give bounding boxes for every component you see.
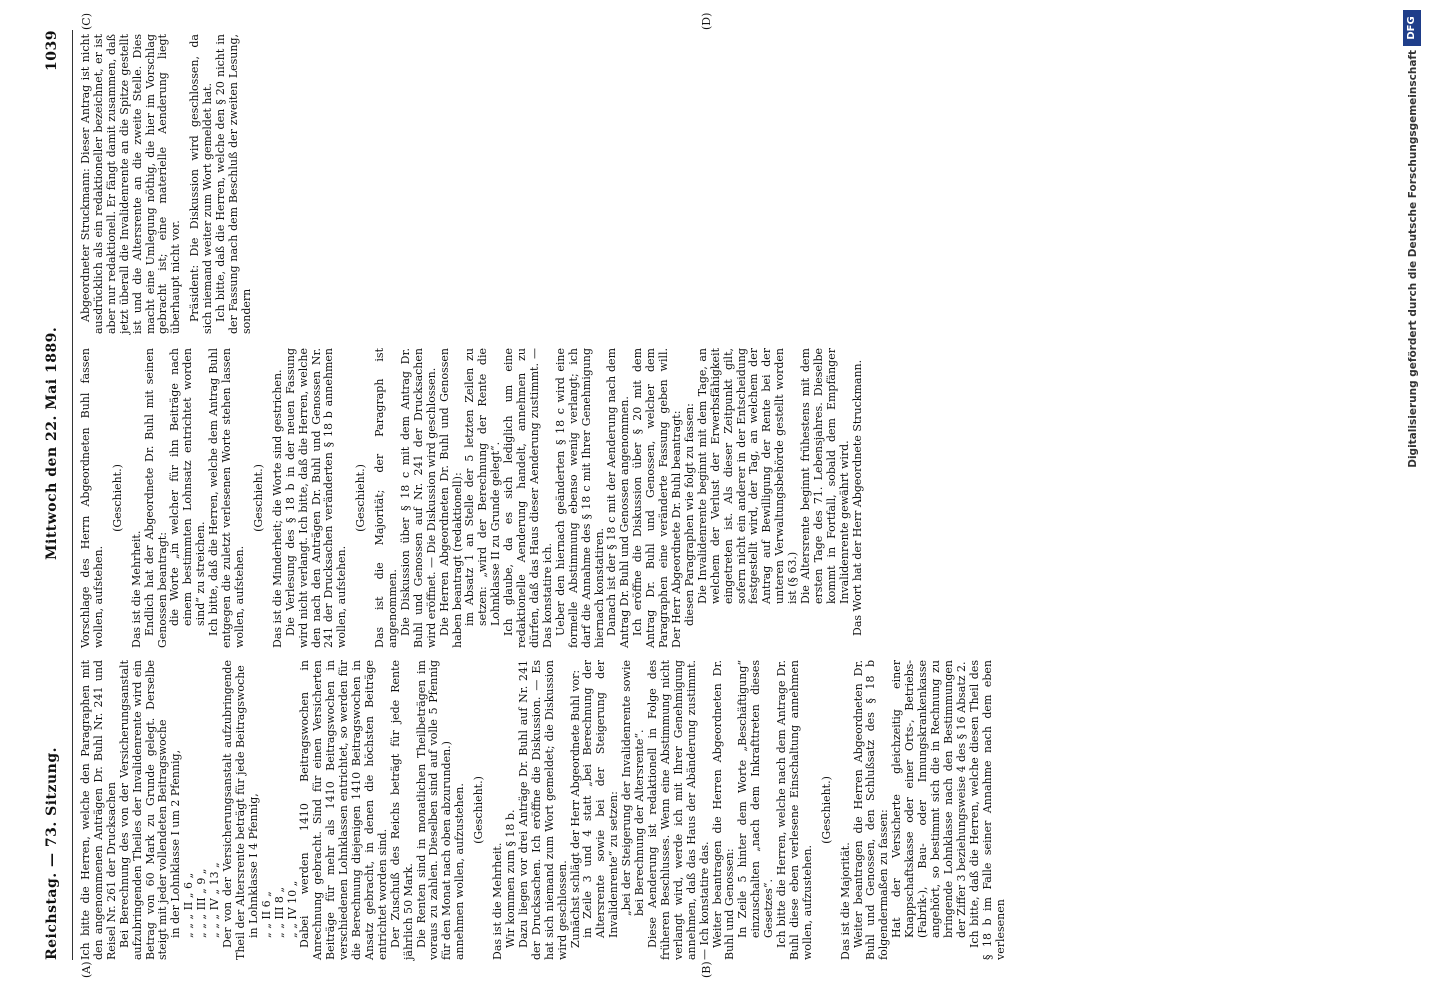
paragraph: Das Wort hat der Herr Abgeordnete Struckmann. bbox=[850, 359, 864, 636]
motion-text: die Worte „in welcher für ihn Beiträge nach einem bestimmten Lohnsatz entrichtet worden sind“ zu streichen. bbox=[168, 348, 208, 626]
rate-line: „ „ III 8 „ bbox=[272, 886, 286, 938]
paragraph: Weiter beantragen die Herren Abgeordneten Dr. Buhl und Genossen: bbox=[710, 660, 737, 960]
stage-direction: (Geschieht.) bbox=[110, 464, 124, 532]
page-number: 1039 bbox=[44, 30, 60, 71]
dfg-logo: DFG bbox=[1403, 10, 1421, 46]
header-left: Reichstag. — 73. Sitzung. bbox=[44, 747, 60, 960]
paragraph: Ich bitte die Herren, welche nach dem Antrage Dr. Buhl diese eben verlesene Einschaltung annehmen wollen, aufzustehen. bbox=[775, 660, 814, 960]
digitization-credit-bar bbox=[1395, 0, 1432, 1000]
margin-mark-a: (A) bbox=[80, 961, 93, 978]
paragraph: Der Zuschuß des Reichs beträgt für jede Rente jährlich 50 Mark. bbox=[388, 660, 415, 960]
motion-text: diesen Paragraphen wie folgt zu fassen: bbox=[682, 403, 696, 626]
motion-text: in Zeile 3 und 4 statt „bei Berechnung der Altersrente sowie bei der Steigerung der Invalidenrente“ zu setzen: bbox=[581, 660, 621, 938]
stage-direction: (Geschieht.) bbox=[354, 464, 368, 532]
column-3 bbox=[80, 34, 254, 334]
column-2 bbox=[80, 348, 865, 648]
rate-line: „ „ „ IV „ 13 „ bbox=[208, 862, 222, 938]
paragraph: Dazu liegen vor drei Anträge Dr. Buhl auf Nr. 241 der Drucksachen. Ich eröffne die Diskussion. — Es hat sich niemand zum Wort gemeldet; die Diskussion wird geschlossen. bbox=[516, 660, 569, 960]
quoted-text: Die Invalidenrente beginnt mit dem Tage, an welchem der Verlust der Erwerbsfähigkeit eingetreten ist. Als dieser Zeitpunkt gilt, sofern nicht ein anderer in der Entscheidung festgestellt wird, der Tag, an welchem der Antrag auf Bewilligung der Rente bei der unteren Verwaltungsbehörde gestellt worden ist (§ 63.) bbox=[695, 348, 800, 604]
rate-line: „ „ II 6 „ bbox=[259, 891, 273, 938]
paragraph: Das ist die Majorität; der Paragraph ist angenommen. bbox=[373, 348, 400, 648]
paragraph: Die Verlesung des § 18 b in der neuen Fassung wird nicht verlangt. Ich bitte, daß die Herren, welche den nach den Anträgen Dr. Buhl und Genossen Nr. 241 der Drucksachen veränderten § 18 b annehmen wollen, aufstehen. bbox=[283, 348, 349, 648]
paragraph: Vorschlage des Herrn Abgeordneten Buhl fassen wollen, aufstehen. bbox=[79, 348, 105, 648]
paragraph: Die Herren Abgeordneten Dr. Buhl und Genossen haben beantragt (redaktionell): bbox=[437, 348, 464, 648]
paragraph: Der von der Versicherungsanstalt aufzubringende Theil der Altersrente beträgt für jede Beitragswoche bbox=[220, 660, 247, 960]
quoted-text: Die Altersrente beginnt frühestens mit dem ersten Tage des 71. Lebensjahres. Dieselbe kommt in Fortfall, sobald dem Empfänger Invalidenrente gewährt wird. bbox=[799, 348, 851, 604]
stage-direction: (Geschieht.) bbox=[819, 776, 833, 844]
stage-direction: (Geschieht.) bbox=[251, 464, 265, 532]
rate-line: in Lohnklasse I 4 Pfennig, bbox=[246, 793, 260, 938]
running-header bbox=[44, 30, 68, 960]
paragraph: Das ist die Minderheit; die Worte sind gestrichen. bbox=[270, 369, 284, 648]
paragraph: Die Diskussion über § 18 c mit dem Antrag Dr. Buhl und Genossen auf Nr. 241 der Drucksachen wird eröffnet. — Die Diskussion wird geschlossen. bbox=[398, 348, 438, 648]
paragraph: Wir kommen zum § 18 b. bbox=[504, 809, 517, 948]
paragraph: annehmen wollen, aufzustehen. bbox=[453, 783, 467, 960]
speech-paragraph: Präsident: Die Diskussion wird geschlossen, da sich niemand weiter zum Wort gemeldet hat. bbox=[188, 34, 215, 334]
margin-mark-d: (D) bbox=[700, 12, 713, 30]
motion-text: In Zeile 5 hinter dem Worte „Beschäftigung“ einzuschalten „nach dem Inkrafttreten dieses Gesetzes“. bbox=[736, 660, 776, 938]
rate-line: „ „ IV 10 „ bbox=[285, 880, 299, 938]
paragraph: Das ist die Mehrheit. bbox=[129, 530, 143, 648]
paragraph: Ich bitte, daß die Herren, welche den § 20 nicht in der Fassung nach dem Beschluß der zweiten Lesung, sondern bbox=[214, 34, 253, 334]
speech-paragraph: Abgeordneter Struckmann: Dieser Antrag ist nicht ausdrücklich als ein redaktioneller bezeichnet, er ist aber nur redaktionell. Er fängt damit zusammen, daß jetzt überall die Invalidenrente an die Spitze gestellt ist und die Altersrente an die zweite Stelle. Dies macht eine Umlegung nöthig, die hier im Vorschlag gebracht ist; eine materielle Aenderung liegt überhaupt nicht vor. bbox=[79, 34, 183, 334]
rate-line: in der Lohnklasse I um 2 Pfennig, bbox=[169, 749, 183, 938]
stage-direction: (Geschieht.) bbox=[472, 776, 486, 844]
margin-mark-c: (C) bbox=[80, 13, 93, 30]
paragraph: Weiter beantragen die Herren Abgeordneten Dr. Buhl und Genossen, den Schlußsatz des § 18 b folgendermaßen zu fassen: bbox=[851, 660, 891, 960]
paragraph: Dabei werden 1410 Beitragswochen in Anrechnung gebracht. Sind für einen Versicherten Beiträge für mehr als 1410 Beitragswochen in verschiedenen Lohnklassen entrichtet, so werden für die Berechnung diejenigen 1410 Beitragswochen in Ansatz gebracht, in denen die höchsten Beiträge entrichtet worden sind. bbox=[298, 660, 389, 960]
paragraph: Ich bitte, daß die Herren, welche diesen Theil des § 18 b im Falle seiner Annahme nach dem eben verlesenen bbox=[967, 660, 1007, 960]
motion-text: im Absatz 1 an Stelle der 5 letzten Zeilen zu setzen: „wird der Berechnung der Rente die Lohnklasse II zu Grunde gelegt“. bbox=[463, 348, 503, 626]
rate-line: „ „ „ III „ 9 „ bbox=[195, 868, 209, 938]
paragraph: Ich bitte die Herren, welche den Paragraphen mit den angenommenen Anträgen Dr. Buhl Nr. 241 und Reisel Nr. 261 der Drucksachen bbox=[79, 660, 118, 960]
paragraph: Ich bitte, daß die Herren, welche dem Antrag Buhl entgegen die zuletzt verlesenen Worte stehen lassen wollen, aufstehen. bbox=[207, 348, 246, 648]
motion-text: Hat der Versicherte gleichzeitig einer Knappschaftskasse oder einer Orts-, Betriebs- (Fabrik-), Bau- oder Innungskrankenkasse angehört, so bestimmt sich die in Rechnung zu bringende Lohnklasse nach den Bestimmungen der Ziffer 3 beziehungsweise 4 des § 16 Absatz 2. bbox=[890, 660, 968, 938]
paragraph: Diese Aenderung ist redaktionell in Folge des früheren Beschlusses. Wenn eine Abstimmung nicht verlangt wird, werde ich mit Ihrer Genehmigung annehmen, daß das Haus der Abänderung zustimmt. — Ich konstatire das. bbox=[645, 660, 711, 960]
paragraph: Das ist die Majorität. bbox=[838, 842, 852, 960]
rate-line: „ „ „ II „ 6 „ bbox=[182, 872, 196, 938]
paragraph: Ueber den hiernach geänderten § 18 c wird eine formelle Abstimmung ebenso wenig verlangt; ich darf die Annahme des § 18 c mit Ihrer Genehmigung hiernach konstatiren. bbox=[553, 348, 606, 648]
margin-mark-b: (B) bbox=[700, 961, 713, 978]
paragraph: Das ist die Mehrheit. bbox=[491, 842, 505, 960]
paragraph: Bei Berechnung des von der Versicherungsanstalt aufzubringenden Theiles der Invalidenrente wird ein Betrag von 60 Mark zu Grunde gelegt. Derselbe steigt mit jeder vollendeten Beitragswoche bbox=[117, 660, 170, 960]
header-rule bbox=[72, 30, 73, 960]
paragraph: Danach ist der § 18 c mit der Aenderung nach dem Antrag Dr. Buhl und Genossen angenommen. bbox=[605, 348, 632, 648]
paragraph: Ich glaube, da es sich lediglich um eine redaktionelle Aenderung handelt, annehmen zu dürfen, daß das Haus dieser Aenderung zustimmt. — Das konstatire ich. bbox=[502, 348, 554, 648]
paragraph: Endlich hat der Abgeordnete Dr. Buhl mit seinen Genossen beantragt: bbox=[142, 348, 169, 648]
paragraph: Ich eröffne die Diskussion über § 20 mit dem Antrag Dr. Buhl und Genossen, welcher dem Paragraphen eine veränderte Fassung geben will. Der Herr Abgeordnete Dr. Buhl beantragt: bbox=[631, 348, 683, 648]
paragraph: Die Renten sind in monatlichen Theilbeträgen im voraus zu zahlen. Dieselben sind auf volle 5 Pfennig für den Monat nach oben abzurunden.) bbox=[414, 660, 454, 960]
paragraph: Zunächst schlägt der Herr Abgeordnete Buhl vor: bbox=[568, 669, 582, 948]
digitization-credit: Digitalisierung gefördert durch die Deutsche Forschungsgemeinschaft bbox=[1407, 50, 1419, 468]
quoted-text: „bei der Steigerung der Invalidenrente sowie bei Berechnung der Altersrente“. bbox=[620, 660, 647, 916]
column-1 bbox=[80, 660, 1007, 960]
header-date: Mittwoch den 22. Mai 1889. bbox=[44, 326, 60, 560]
